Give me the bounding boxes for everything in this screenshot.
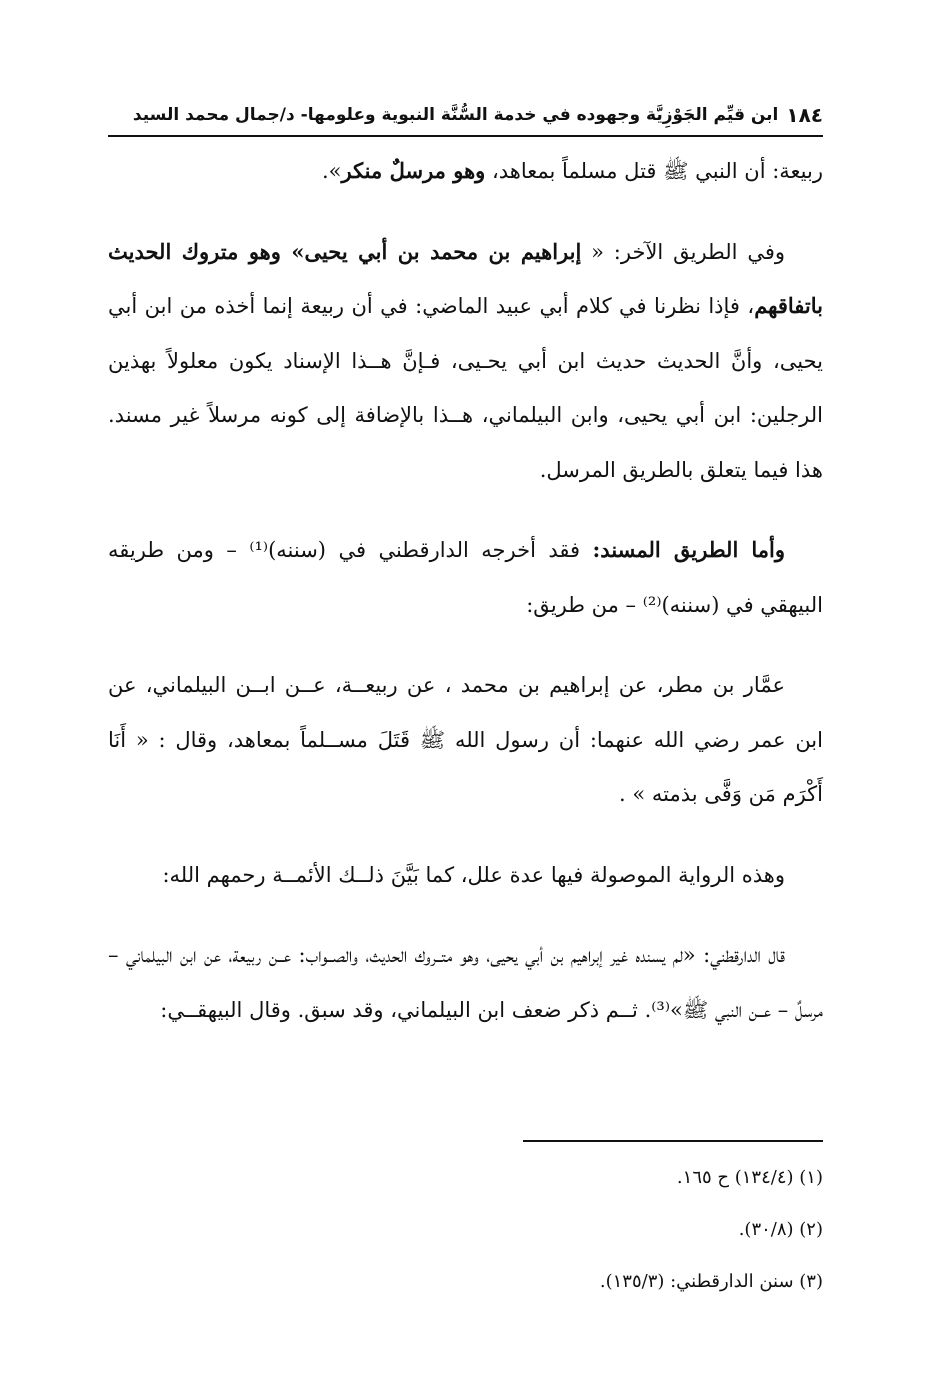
footnote-3: (٣) سنن الدارقطني: (١٣٥/٣). xyxy=(599,1271,823,1292)
page-number: ١٨٤ xyxy=(786,103,823,127)
footnotes xyxy=(108,1152,823,1308)
running-title: ابن قيِّم الجَوْزِيَّة وجهوده في خدمة السُّنَّة النبوية وعلومها- د/جمال محمد السيد xyxy=(132,105,779,125)
footnote-1: (١) (١٣٤/٤) ح ١٦٥. xyxy=(676,1167,823,1188)
text-run-bold: وهو مرسلٌ منكر xyxy=(341,158,486,183)
book-page xyxy=(108,0,823,1385)
footnote-divider xyxy=(523,1140,823,1142)
text-run: ، فإذا نظرنا في كلام أبي عبيد الماضي: في أن ربيعة إنما أخذه من ابن أبي يحيى، وأنَّ الحديث حديث ابن أبي يحـيى، فـإنَّ هــذا الإسناد يكون معلولاً بهذين الرجلين: ابن أبي يحيى، وابن البيلماني، هــذا بالإضافة إلى كونه مرسلاً غير مسند. هذا فيما يتعلق بالطريق المرسل. xyxy=(108,294,823,482)
running-header xyxy=(108,98,823,132)
text-run: عمَّار بن مطر، عن إبراهيم بن محمد ، عن ربيعــة، عــن ابــن البيلماني، عن ابن عمر رضي الله عنهما: أن رسول الله ﷺ قَتَلَ مســلماً بمعاهد، وقال : « أَنَا أَكْرَم مَن وَفَّى بذمته » . xyxy=(108,673,823,806)
header-divider xyxy=(108,135,823,137)
text-run: وهذه الرواية الموصولة فيها عدة علل، كما بَيَّنَ ذلــك الأئمــة رحمهم الله: xyxy=(162,862,785,887)
main-text xyxy=(108,144,823,1063)
paragraph-6 xyxy=(108,928,823,1037)
text-run: ربيعة: أن النبي ﷺ قتل مسلماً بمعاهد، xyxy=(485,159,823,183)
paragraph-2 xyxy=(108,225,823,498)
paragraph-1 xyxy=(108,144,823,199)
text-run: وفي الطريق الآخر: « xyxy=(581,239,785,264)
paragraph-5 xyxy=(108,848,823,903)
paragraph-4 xyxy=(108,658,823,822)
text-run: فقد أخرجه الدارقطني في (سننه)⁽¹⁾ – ومن طريقه البيهقي في (سننه)⁽²⁾ – من طريق: xyxy=(108,538,823,617)
text-run: ». xyxy=(321,159,342,183)
paragraph-3 xyxy=(108,523,823,632)
footnote-2: (٢) (٣٠/٨). xyxy=(738,1219,823,1240)
text-run-bold: إبراهيم بن محمد بن أبي يحيى» وهو متروك الحديث باتفاقهم xyxy=(108,238,823,318)
text-run: قال الدارقطني: «لم يسنده غير إبراهيم بن أبي يحيى، وهو متــروك الحديث، والصــواب: عــن ربيعة، عن ابن البيلماني – مرسلٌ – عــن النبي ﷺ»⁽³⁾. ثــم ذكر ضعف ابن البيلماني، وقد سبق. وقال البيهقــي: xyxy=(108,943,823,1022)
text-run-bold: وأما الطريق المسند: xyxy=(592,537,786,562)
